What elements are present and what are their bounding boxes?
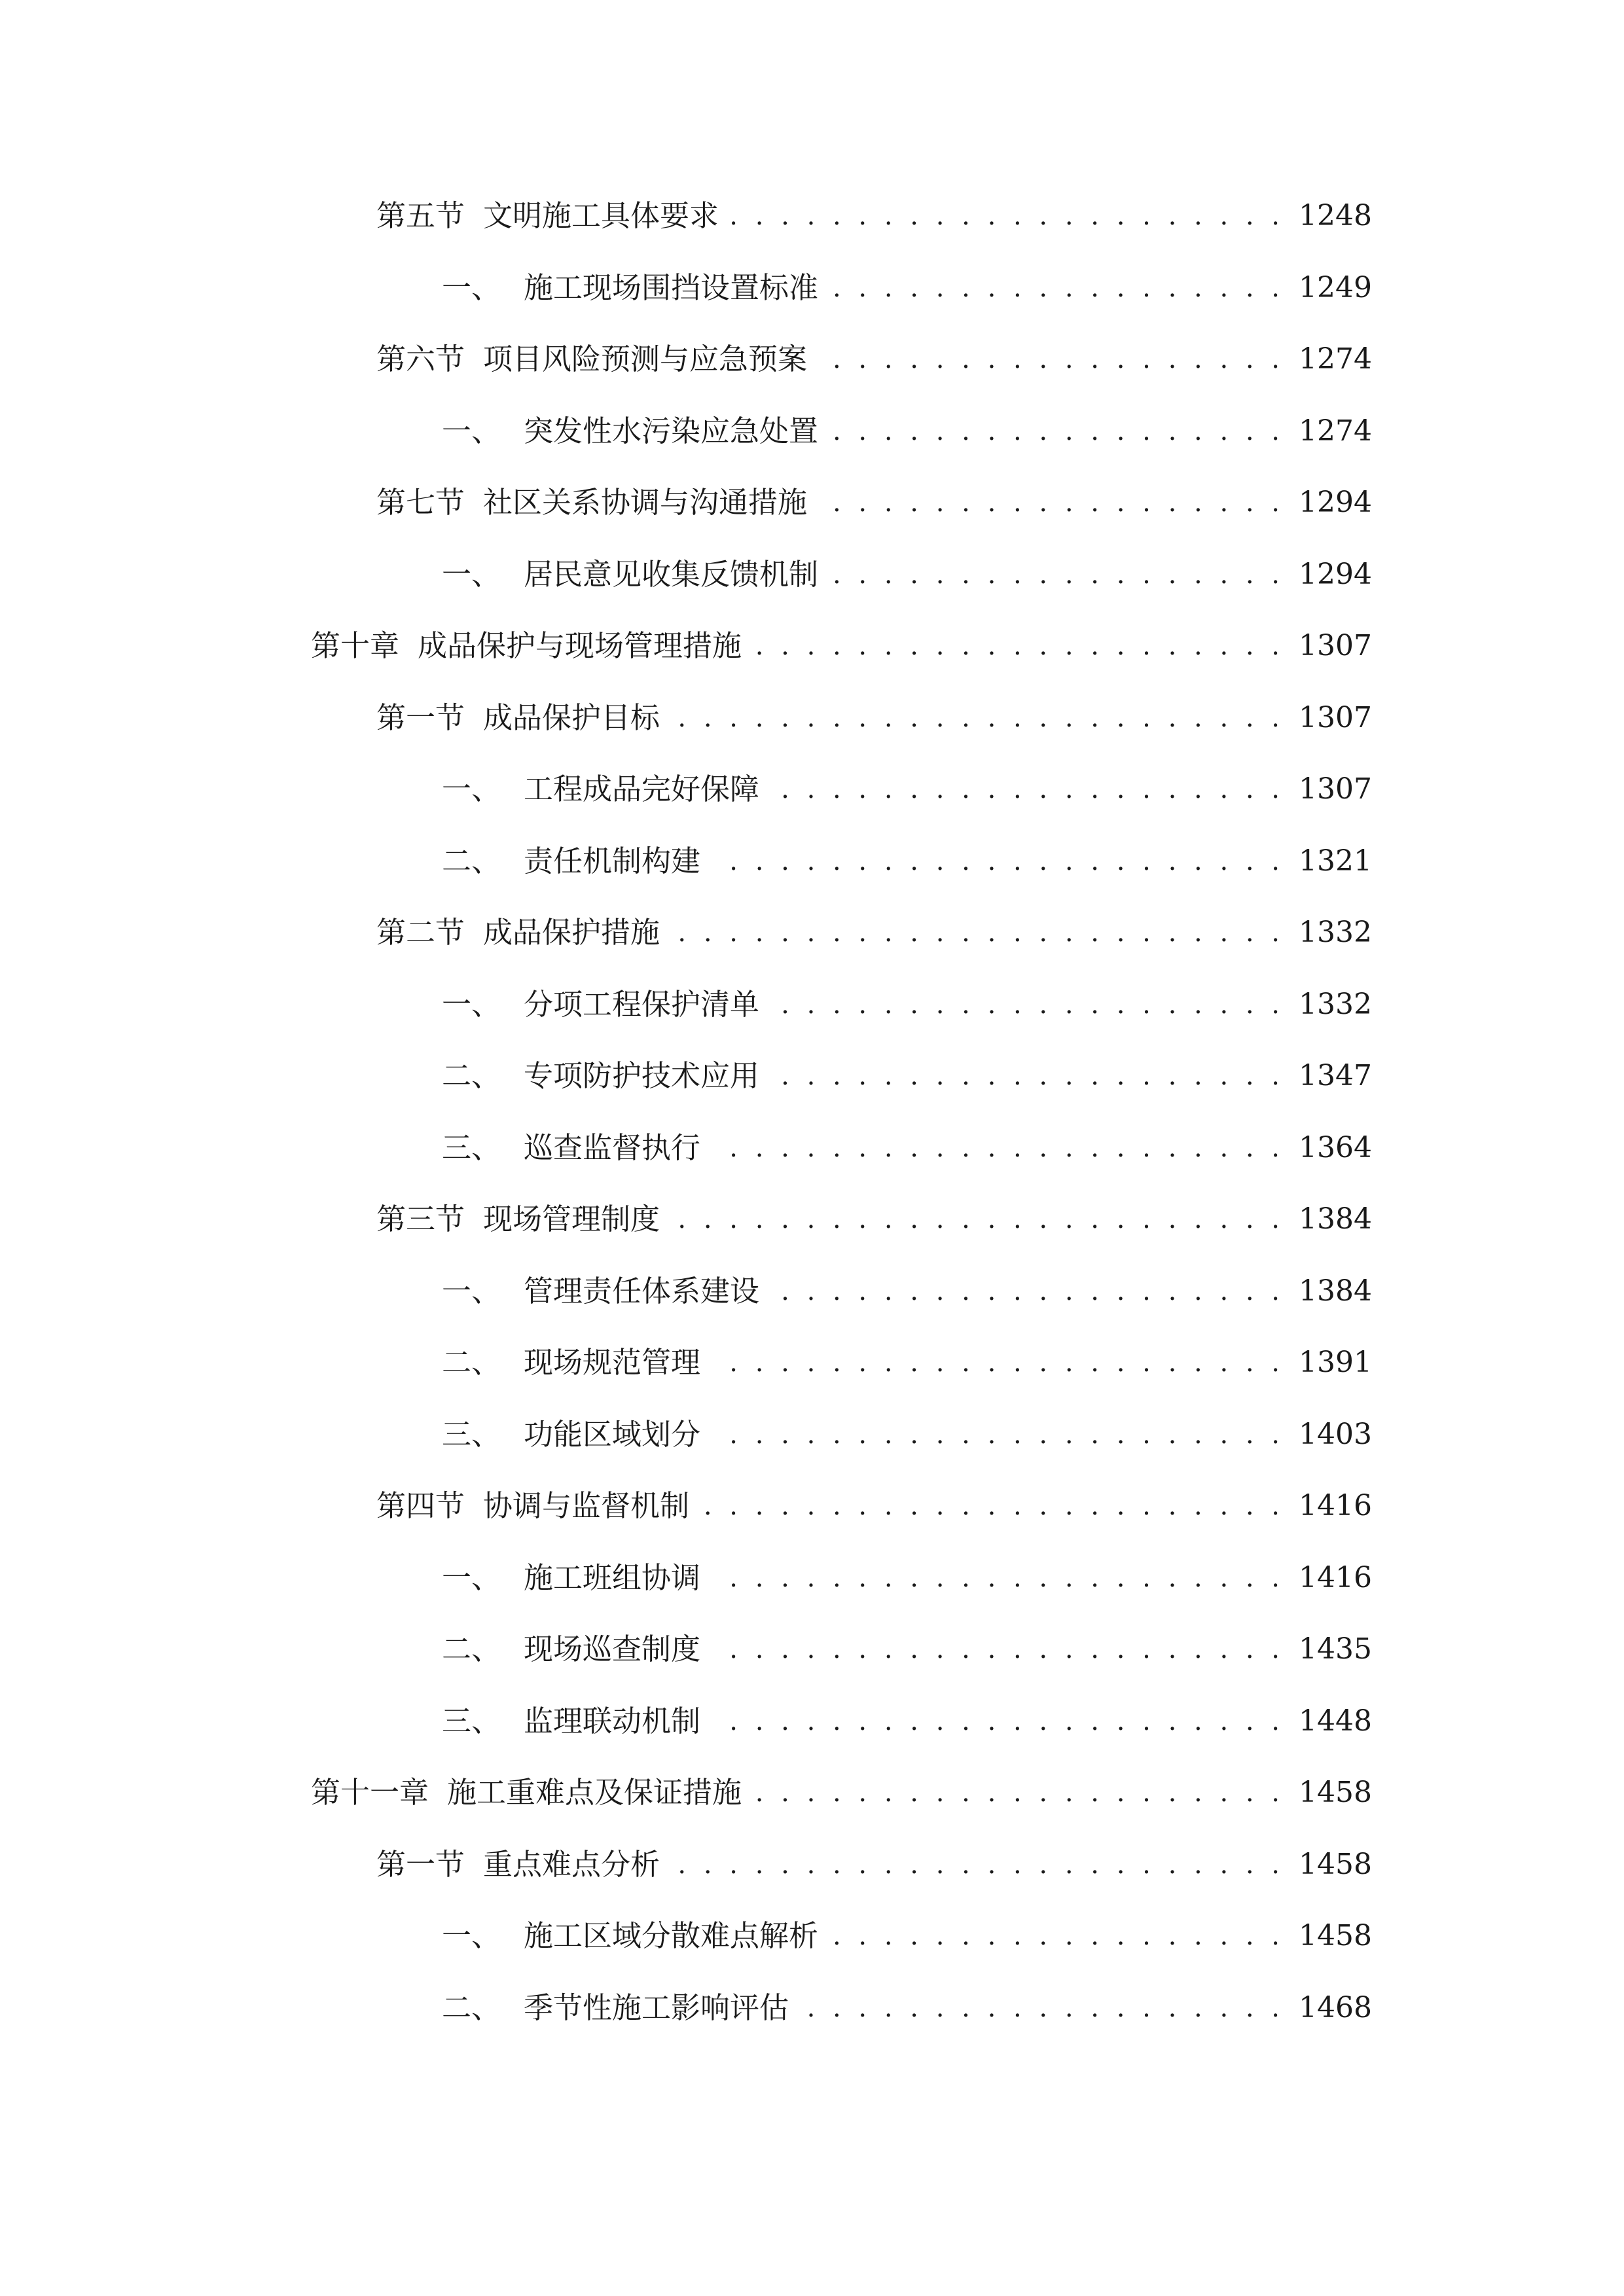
dot-leader <box>818 476 1284 529</box>
toc-entry-page-number: 1248 <box>1299 199 1372 232</box>
toc-entry-number: 一、 <box>442 556 501 592</box>
toc-entry-page-number: 1458 <box>1299 1919 1372 1952</box>
toc-entry-number: 二、 <box>442 1990 501 2025</box>
toc-entry-number: 三、 <box>442 1130 501 1165</box>
toc-entry-page-number: 1458 <box>1299 1776 1372 1809</box>
toc-entry[interactable] <box>442 1910 1372 1962</box>
toc-entry-page-number: 1416 <box>1299 1489 1372 1522</box>
dot-leader <box>799 1982 1284 2034</box>
toc-entry-page-number: 1347 <box>1299 1059 1372 1092</box>
toc-entry-title: 现场巡查制度 <box>524 1632 701 1666</box>
toc-entry-page-number: 1435 <box>1299 1632 1372 1666</box>
dot-leader <box>711 1695 1284 1748</box>
toc-entry[interactable] <box>442 1122 1372 1174</box>
toc-entry-number: 第二节 <box>376 915 465 950</box>
dot-leader <box>770 1050 1284 1102</box>
dot-leader <box>711 1408 1284 1461</box>
toc-entry-title: 分项工程保护清单 <box>524 986 760 1022</box>
dot-leader <box>711 1623 1284 1676</box>
toc-entry-page-number: 1448 <box>1299 1704 1372 1738</box>
toc-entry[interactable] <box>376 906 1372 959</box>
dot-leader <box>729 190 1284 242</box>
toc-entry-page-number: 1468 <box>1299 1990 1372 2024</box>
dot-leader <box>711 1122 1284 1174</box>
toc-entry[interactable] <box>442 548 1372 601</box>
dot-leader <box>770 978 1284 1031</box>
toc-entry[interactable] <box>376 1839 1372 1891</box>
toc-entry-title: 成品保护措施 <box>483 915 660 950</box>
toc-entry[interactable] <box>311 1767 1372 1819</box>
dot-leader <box>711 835 1284 888</box>
toc-entry-page-number: 1403 <box>1299 1417 1372 1451</box>
toc-entry[interactable] <box>442 1982 1372 2034</box>
dot-leader <box>829 405 1284 457</box>
toc-entry[interactable] <box>376 692 1372 744</box>
toc-entry[interactable] <box>442 1552 1372 1604</box>
toc-entry[interactable] <box>376 476 1372 529</box>
toc-entry-number: 第四节 <box>376 1488 465 1523</box>
toc-entry[interactable] <box>376 190 1372 242</box>
toc-entry-title: 监理联动机制 <box>524 1703 701 1738</box>
toc-entry-title: 巡查监督执行 <box>524 1130 701 1165</box>
toc-entry-number: 第十章 <box>311 628 400 663</box>
toc-entry-number: 第十一章 <box>311 1775 429 1810</box>
toc-entry-page-number: 1294 <box>1299 557 1372 591</box>
toc-entry[interactable] <box>376 1480 1372 1532</box>
toc-entry[interactable] <box>442 763 1372 816</box>
toc-entry-title: 居民意见收集反馈机制 <box>524 556 819 592</box>
toc-entry[interactable] <box>376 333 1372 386</box>
toc-entry-page-number: 1416 <box>1299 1560 1372 1594</box>
toc-entry-number: 一、 <box>442 413 501 448</box>
toc-entry-page-number: 1391 <box>1299 1346 1372 1379</box>
toc-entry-title: 项目风险预测与应急预案 <box>483 342 808 376</box>
dot-leader <box>670 906 1284 959</box>
toc-entry-title: 成品保护与现场管理措施 <box>418 628 742 663</box>
dot-leader <box>670 1839 1284 1891</box>
toc-entry-number: 第三节 <box>376 1202 465 1236</box>
toc-entry[interactable] <box>442 1050 1372 1102</box>
toc-entry-title: 施工重难点及保证措施 <box>447 1775 742 1810</box>
toc-entry-number: 一、 <box>442 270 501 305</box>
toc-entry-number: 一、 <box>442 1918 501 1953</box>
toc-entry[interactable] <box>442 1408 1372 1461</box>
toc-entry-number: 第七节 <box>376 485 465 520</box>
toc-entry-page-number: 1307 <box>1299 629 1372 662</box>
toc-entry-title: 社区关系协调与沟通措施 <box>483 485 808 520</box>
toc-entry-page-number: 1307 <box>1299 700 1372 734</box>
dot-leader <box>711 1552 1284 1604</box>
toc-entry-number: 第五节 <box>376 198 465 233</box>
toc-entry-page-number: 1332 <box>1299 987 1372 1021</box>
dot-leader <box>670 692 1284 744</box>
toc-entry-title: 突发性水污染应急处置 <box>524 413 819 448</box>
toc-entry-title: 协调与监督机制 <box>483 1488 690 1523</box>
toc-entry[interactable] <box>376 1193 1372 1246</box>
toc-entry-number: 二、 <box>442 1058 501 1093</box>
toc-entry-number: 二、 <box>442 843 501 878</box>
dot-leader <box>818 333 1284 386</box>
toc-entry[interactable] <box>442 1265 1372 1318</box>
dot-leader <box>770 763 1284 816</box>
toc-entry[interactable] <box>442 1336 1372 1389</box>
toc-entry-page-number: 1307 <box>1299 772 1372 806</box>
dot-leader <box>770 1265 1284 1318</box>
toc-entry-page-number: 1249 <box>1299 270 1372 304</box>
toc-entry-number: 一、 <box>442 986 501 1022</box>
toc-entry[interactable] <box>442 978 1372 1031</box>
toc-entry-page-number: 1384 <box>1299 1274 1372 1308</box>
toc-entry-title: 责任机制构建 <box>524 843 701 878</box>
toc-entry-title: 成品保护目标 <box>483 700 660 735</box>
toc-entry-number: 三、 <box>442 1416 501 1452</box>
toc-entry-number: 二、 <box>442 1632 501 1666</box>
toc-entry-title: 功能区域划分 <box>524 1416 701 1452</box>
dot-leader <box>700 1480 1284 1532</box>
toc-entry-title: 管理责任体系建设 <box>524 1273 760 1308</box>
toc-entry-number: 一、 <box>442 1560 501 1595</box>
toc-entry-number: 一、 <box>442 772 501 806</box>
toc-entry-title: 施工班组协调 <box>524 1560 701 1595</box>
toc-entry-page-number: 1274 <box>1299 342 1372 376</box>
toc-entry-page-number: 1384 <box>1299 1202 1372 1236</box>
dot-leader <box>752 1767 1284 1819</box>
dot-leader <box>670 1193 1284 1246</box>
toc-entry-title: 现场规范管理 <box>524 1345 701 1380</box>
toc-entry[interactable] <box>311 620 1372 672</box>
dot-leader <box>711 1336 1284 1389</box>
toc-entry-page-number: 1274 <box>1299 414 1372 448</box>
toc-entry[interactable] <box>442 835 1372 888</box>
toc-entry[interactable] <box>442 1695 1372 1748</box>
toc-entry[interactable] <box>442 262 1372 314</box>
toc-entry-title: 专项防护技术应用 <box>524 1058 760 1093</box>
toc-entry-number: 二、 <box>442 1345 501 1380</box>
dot-leader <box>829 548 1284 601</box>
toc-entry-title: 文明施工具体要求 <box>483 198 719 233</box>
toc-entry-page-number: 1364 <box>1299 1130 1372 1164</box>
toc-entry-page-number: 1332 <box>1299 916 1372 949</box>
toc-entry-title: 现场管理制度 <box>483 1202 660 1236</box>
toc-entry-number: 第一节 <box>376 700 465 735</box>
dot-leader <box>829 262 1284 314</box>
dot-leader <box>752 620 1284 672</box>
toc-entry[interactable] <box>442 405 1372 457</box>
toc-entry-page-number: 1294 <box>1299 486 1372 519</box>
toc-entry-title: 工程成品完好保障 <box>524 772 760 806</box>
toc-entry-number: 三、 <box>442 1703 501 1738</box>
toc-entry-number: 一、 <box>442 1273 501 1308</box>
toc-entry-title: 施工区域分散难点解析 <box>524 1918 819 1953</box>
toc-entry-title: 施工现场围挡设置标准 <box>524 270 819 305</box>
dot-leader <box>829 1910 1284 1962</box>
toc-entry-title: 季节性施工影响评估 <box>524 1990 789 2025</box>
toc-entry-page-number: 1458 <box>1299 1847 1372 1881</box>
toc-entry[interactable] <box>442 1623 1372 1676</box>
toc-entry-number: 第六节 <box>376 342 465 376</box>
toc-entry-number: 第一节 <box>376 1846 465 1882</box>
toc-entry-page-number: 1321 <box>1299 844 1372 878</box>
toc-entry-title: 重点难点分析 <box>483 1846 660 1882</box>
